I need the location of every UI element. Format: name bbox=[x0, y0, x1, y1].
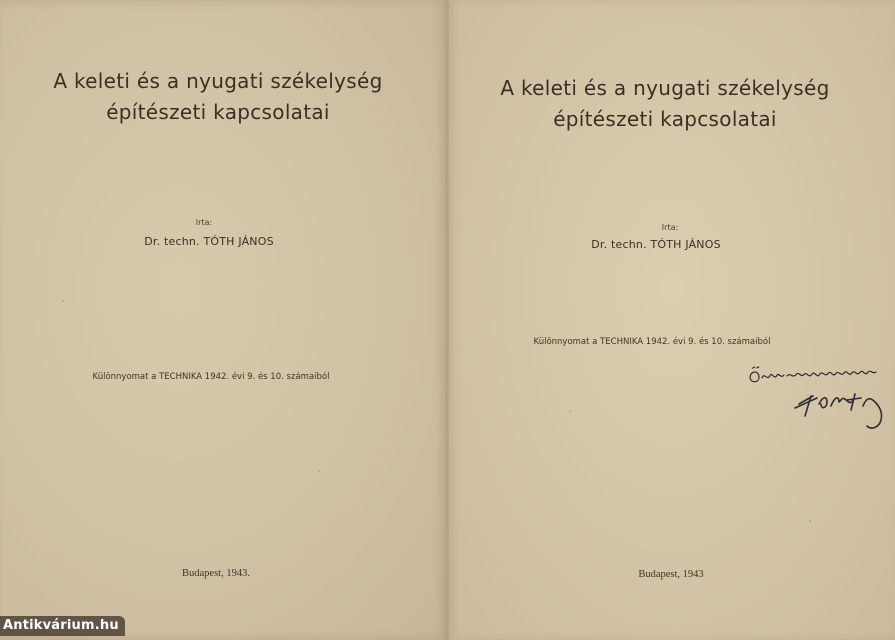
author-signature-icon bbox=[791, 386, 891, 436]
left-page-reprint-note: Különnyomat a TECHNIKA 1942. évi 9. és 10. számaiból bbox=[92, 372, 330, 382]
left-page-byline: Irta: bbox=[195, 218, 213, 227]
left-page-place-year: Budapest, 1943. bbox=[182, 568, 250, 579]
paper-speck bbox=[62, 300, 64, 302]
paper-speck bbox=[569, 410, 571, 412]
right-page-place-year: Budapest, 1943 bbox=[638, 569, 704, 580]
paper-speck bbox=[318, 470, 320, 472]
right-page-byline: Irta: bbox=[661, 223, 679, 232]
left-page-author: Dr. techn. TÓTH JÁNOS bbox=[144, 235, 274, 248]
right-page-author: Dr. techn. TÓTH JÁNOS bbox=[591, 238, 721, 251]
right-page-title bbox=[442, 73, 888, 135]
site-watermark: Antikvárium.hu bbox=[0, 616, 125, 636]
right-page-reprint-note: Különnyomat a TECHNIKA 1942. évi 9. és 10. számaiból bbox=[533, 337, 771, 347]
dedication-script-icon bbox=[747, 360, 883, 389]
right-title-line-1: A keleti és a nyugati székelység bbox=[500, 76, 830, 100]
right-title-page bbox=[449, 0, 895, 640]
left-page-title bbox=[0, 66, 442, 128]
left-title-line-1: A keleti és a nyugati székelység bbox=[53, 69, 383, 93]
paper-speck bbox=[809, 520, 811, 522]
right-title-line-2: építészeti kapcsolatai bbox=[553, 107, 777, 131]
left-title-line-2: építészeti kapcsolatai bbox=[106, 100, 330, 124]
